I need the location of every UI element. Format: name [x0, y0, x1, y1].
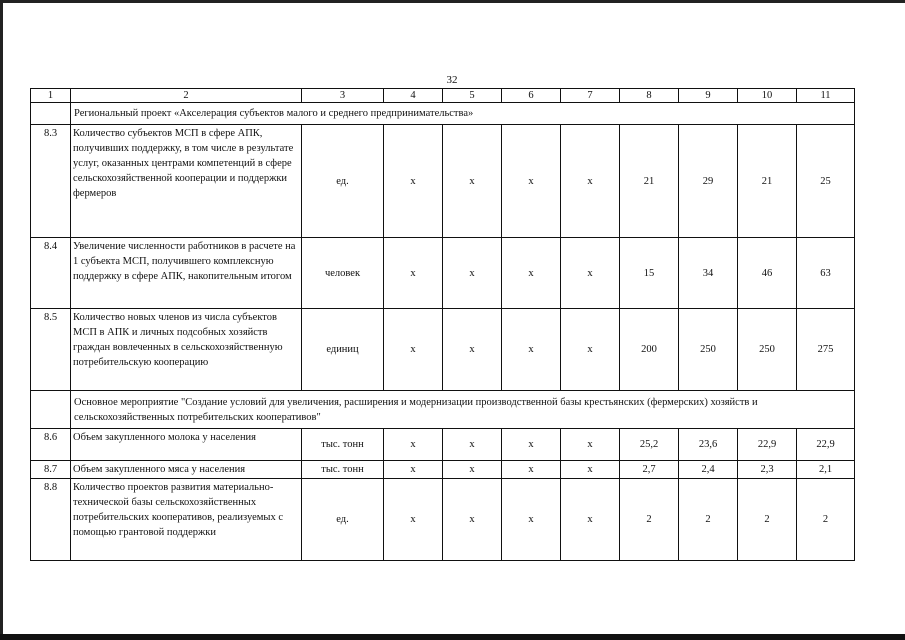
value-cell: х [502, 309, 561, 391]
value-cell: х [502, 125, 561, 238]
column-number: 4 [384, 89, 443, 103]
column-number: 9 [679, 89, 738, 103]
indicator-name: Увеличение численности работников в расчете на 1 субъекта МСП, получившего комплексную поддержку в сфере АПК, накопительным итогом [71, 238, 302, 309]
value-cell: х [561, 429, 620, 461]
value-cell: 275 [797, 309, 855, 391]
value-cell: 2,4 [679, 461, 738, 479]
column-number: 5 [443, 89, 502, 103]
row-number: 8.4 [31, 238, 71, 309]
value-cell: 15 [620, 238, 679, 309]
section-row [31, 103, 855, 125]
value-cell: 2,1 [797, 461, 855, 479]
column-number-row [31, 89, 855, 103]
value-cell: х [443, 309, 502, 391]
value-cell: 63 [797, 238, 855, 309]
unit-cell: единиц [302, 309, 384, 391]
value-cell: 21 [738, 125, 797, 238]
value-cell: 25 [797, 125, 855, 238]
value-cell: 2 [797, 479, 855, 561]
value-cell: х [384, 238, 443, 309]
indicator-name: Количество субъектов МСП в сфере АПК, получивших поддержку, в том числе в результате услуг, оказанных центрами компетенций в сфере сельскохозяйственной кооперации и поддержки фермеров [71, 125, 302, 238]
value-cell: х [443, 461, 502, 479]
section-row [31, 391, 855, 429]
value-cell: 250 [679, 309, 738, 391]
value-cell: х [561, 461, 620, 479]
indicators-table [30, 88, 855, 561]
unit-cell: ед. [302, 479, 384, 561]
column-number: 7 [561, 89, 620, 103]
scan-edge-top [0, 0, 905, 3]
value-cell: х [502, 429, 561, 461]
column-number: 10 [738, 89, 797, 103]
value-cell: х [561, 238, 620, 309]
value-cell: х [384, 125, 443, 238]
value-cell: х [384, 429, 443, 461]
unit-cell: тыс. тонн [302, 461, 384, 479]
value-cell: 46 [738, 238, 797, 309]
unit-cell: тыс. тонн [302, 429, 384, 461]
value-cell: х [502, 479, 561, 561]
column-number: 11 [797, 89, 855, 103]
value-cell: 2,7 [620, 461, 679, 479]
value-cell: х [561, 309, 620, 391]
value-cell: х [443, 429, 502, 461]
value-cell: 21 [620, 125, 679, 238]
value-cell: х [443, 238, 502, 309]
value-cell: 2,3 [738, 461, 797, 479]
value-cell: 22,9 [797, 429, 855, 461]
scan-edge-bottom [0, 634, 905, 640]
value-cell: 23,6 [679, 429, 738, 461]
table-row [31, 238, 855, 309]
row-number: 8.7 [31, 461, 71, 479]
indicator-name: Количество проектов развития материально-технической базы сельскохозяйственных потребительских кооперативов, реализуемых с помощью грантовой поддержки [71, 479, 302, 561]
value-cell: х [384, 479, 443, 561]
value-cell: 200 [620, 309, 679, 391]
indicator-name: Объем закупленного молока у населения [71, 429, 302, 461]
value-cell: 29 [679, 125, 738, 238]
column-number: 8 [620, 89, 679, 103]
column-number: 2 [71, 89, 302, 103]
scan-edge-left [0, 0, 3, 640]
value-cell: х [561, 479, 620, 561]
value-cell: х [443, 125, 502, 238]
row-number: 8.5 [31, 309, 71, 391]
value-cell: х [443, 479, 502, 561]
value-cell: 2 [738, 479, 797, 561]
value-cell: 34 [679, 238, 738, 309]
value-cell: х [502, 238, 561, 309]
empty-cell [31, 391, 71, 429]
value-cell: 2 [620, 479, 679, 561]
column-number: 6 [502, 89, 561, 103]
value-cell: 22,9 [738, 429, 797, 461]
row-number: 8.6 [31, 429, 71, 461]
indicator-name: Объем закупленного мяса у населения [71, 461, 302, 479]
table-row [31, 429, 855, 461]
column-number: 3 [302, 89, 384, 103]
row-number: 8.8 [31, 479, 71, 561]
row-number: 8.3 [31, 125, 71, 238]
value-cell: х [384, 461, 443, 479]
empty-cell [31, 103, 71, 125]
table-row [31, 309, 855, 391]
value-cell: х [561, 125, 620, 238]
value-cell: 250 [738, 309, 797, 391]
indicator-name: Количество новых членов из числа субъектов МСП в АПК и личных подсобных хозяйств граждан вовлеченных в сельскохозяйственную потребительскую кооперацию [71, 309, 302, 391]
column-number: 1 [31, 89, 71, 103]
page-number: 32 [446, 74, 458, 86]
table-row [31, 461, 855, 479]
table-row [31, 125, 855, 238]
value-cell: х [502, 461, 561, 479]
value-cell: х [384, 309, 443, 391]
value-cell: 2 [679, 479, 738, 561]
value-cell: 25,2 [620, 429, 679, 461]
section-title: Региональный проект «Акселерация субъектов малого и среднего предпринимательства» [71, 103, 855, 125]
table-row [31, 479, 855, 561]
unit-cell: ед. [302, 125, 384, 238]
unit-cell: человек [302, 238, 384, 309]
section-title: Основное мероприятие "Создание условий для увеличения, расширения и модернизации производственной базы крестьянских (фермерских) хозяйств и сельскохозяйственных потребительских кооперативов" [71, 391, 855, 429]
